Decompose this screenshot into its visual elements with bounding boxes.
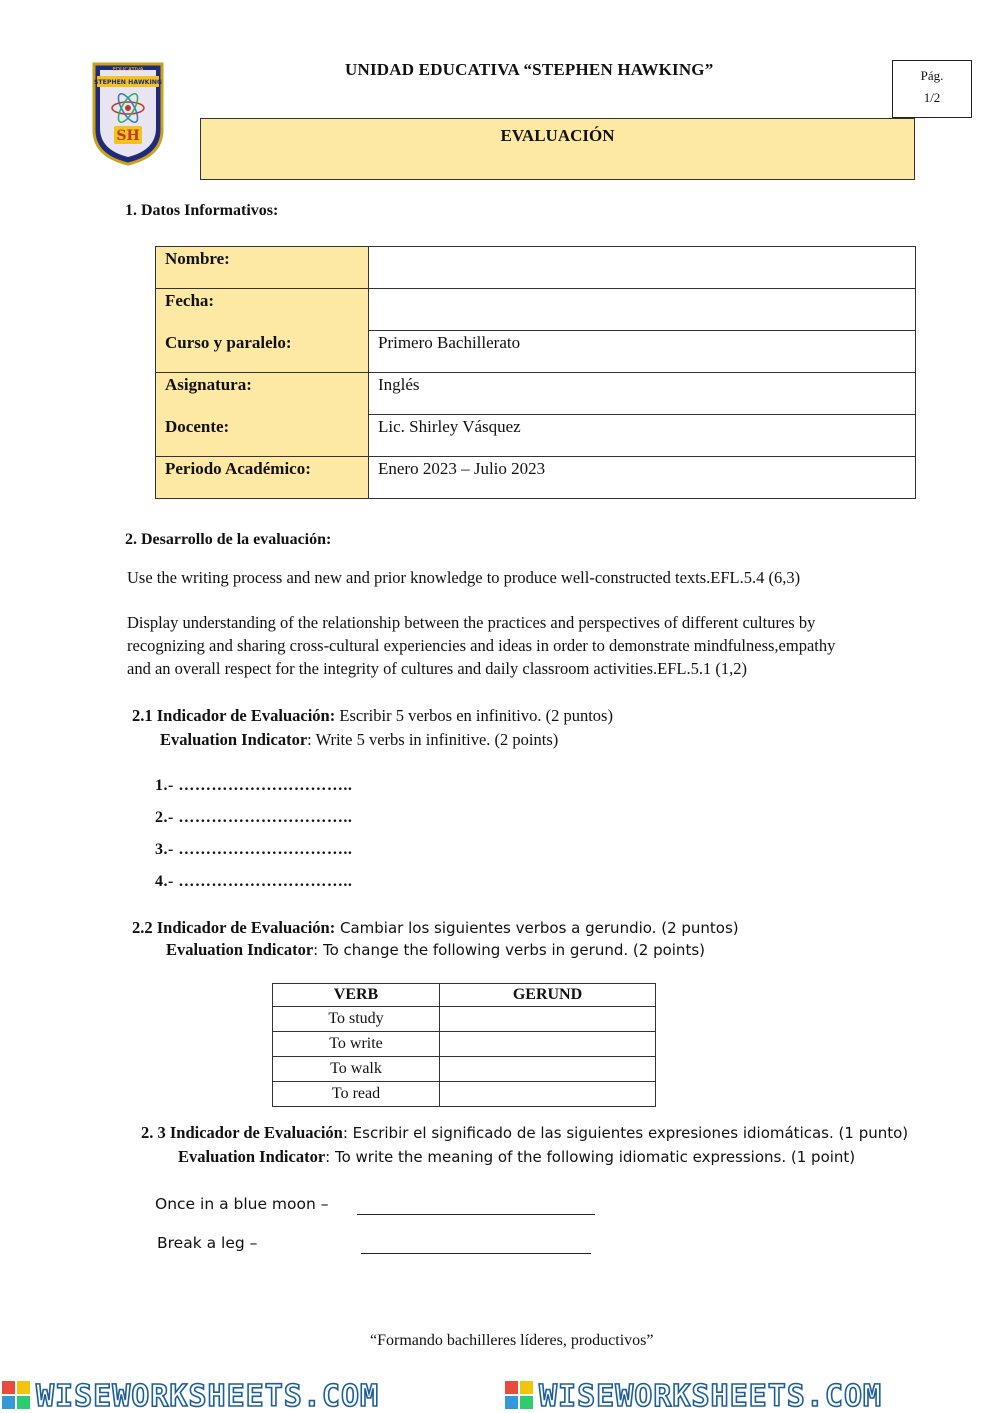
table-row bbox=[273, 1057, 656, 1082]
info-table bbox=[155, 246, 916, 499]
verb-cell: To write bbox=[273, 1032, 440, 1057]
verb-cell: To walk bbox=[273, 1057, 440, 1082]
idiom-2-answer-line[interactable] bbox=[361, 1253, 591, 1254]
indicator-2-2-en bbox=[166, 940, 705, 960]
indicator-label: Evaluation Indicator bbox=[166, 940, 314, 959]
evaluation-title: EVALUACIÓN bbox=[200, 118, 915, 180]
gerund-answer-cell[interactable] bbox=[440, 1007, 656, 1032]
indicator-text: : To write the meaning of the following idiomatic expressions. (1 point) bbox=[325, 1148, 856, 1166]
answer-line-2[interactable]: 2.- ………………………….. bbox=[155, 809, 353, 826]
info-value: Inglés bbox=[369, 373, 916, 415]
watermark-band bbox=[0, 1375, 1000, 1413]
info-value: Enero 2023 – Julio 2023 bbox=[369, 457, 916, 499]
table-row bbox=[273, 1007, 656, 1032]
info-label: Fecha: bbox=[156, 289, 369, 331]
info-value: Primero Bachillerato bbox=[369, 331, 916, 373]
answer-line-3[interactable]: 3.- ………………………….. bbox=[155, 841, 353, 858]
answer-line-4[interactable]: 4.- ………………………….. bbox=[155, 873, 353, 890]
gerund-answer-cell[interactable] bbox=[440, 1057, 656, 1082]
table-header-row bbox=[273, 984, 656, 1007]
indicator-2-3-en bbox=[178, 1147, 855, 1167]
watermark-logo-icon bbox=[505, 1381, 533, 1409]
verb-cell: To study bbox=[273, 1007, 440, 1032]
section1-title: 1. Datos Informativos: bbox=[125, 202, 279, 219]
indicator-label: 2.1 Indicador de Evaluación: bbox=[132, 706, 336, 725]
page-number: 1/2 bbox=[923, 90, 941, 105]
table-row bbox=[156, 247, 916, 289]
objective-2-line: Display understanding of the relationship between the practices and perspectives of different cultures by bbox=[127, 613, 816, 632]
date-field[interactable] bbox=[369, 289, 916, 331]
logo-monogram: SH bbox=[116, 128, 140, 144]
objective-2 bbox=[127, 611, 835, 680]
indicator-label: 2.2 Indicador de Evaluación: bbox=[132, 918, 336, 937]
page-indicator bbox=[892, 60, 972, 118]
answer-line-1[interactable]: 1.- ………………………….. bbox=[155, 777, 353, 794]
indicator-2-1-es bbox=[132, 704, 613, 727]
name-field[interactable] bbox=[369, 247, 916, 289]
column-header: GERUND bbox=[440, 984, 656, 1007]
idiom-2: Break a leg – bbox=[157, 1234, 258, 1252]
indicator-label: Evaluation Indicator bbox=[160, 730, 308, 749]
page-label: Pág. bbox=[920, 68, 944, 83]
school-name: UNIDAD EDUCATIVA “STEPHEN HAWKING” bbox=[345, 60, 714, 79]
watermark-text: WISEWORKSHEETS.COM bbox=[539, 1379, 883, 1413]
info-value: Lic. Shirley Vásquez bbox=[369, 415, 916, 457]
info-label: Nombre: bbox=[156, 247, 369, 289]
objective-1: Use the writing process and new and prior knowledge to produce well-constructed texts.EFL.5.4 (6,3) bbox=[127, 568, 801, 587]
logo-band-text: STEPHEN HAWKING bbox=[93, 79, 163, 86]
objective-2-line: recognizing and sharing cross-cultural experiencies and ideas in order to demonstrate mindfulness,empathy bbox=[127, 636, 836, 655]
indicator-label: Evaluation Indicator bbox=[178, 1147, 326, 1166]
info-label: Curso y paralelo: bbox=[156, 331, 369, 373]
gerund-answer-cell[interactable] bbox=[440, 1082, 656, 1107]
watermark-logo-icon bbox=[2, 1381, 30, 1409]
indicator-label: 2. 3 Indicador de Evaluación bbox=[141, 1123, 343, 1142]
idiom-1: Once in a blue moon – bbox=[155, 1195, 329, 1213]
idiom-1-answer-line[interactable] bbox=[357, 1214, 595, 1215]
indicator-text: Cambiar los siguientes verbos a gerundio. (2 puntos) bbox=[335, 919, 739, 937]
school-logo bbox=[88, 60, 168, 166]
indicator-text: : Write 5 verbs in infinitive. (2 points) bbox=[307, 730, 559, 749]
watermark-text: WISEWORKSHEETS.COM bbox=[36, 1379, 380, 1413]
table-row bbox=[273, 1082, 656, 1107]
indicator-2-3-es bbox=[141, 1123, 908, 1143]
indicator-2-1-en bbox=[160, 728, 558, 751]
table-row bbox=[156, 415, 916, 457]
gerund-answer-cell[interactable] bbox=[440, 1032, 656, 1057]
info-label: Asignatura: bbox=[156, 373, 369, 415]
info-label: Docente: bbox=[156, 415, 369, 457]
indicator-2-2-es bbox=[132, 918, 739, 938]
table-row bbox=[156, 373, 916, 415]
indicator-text: : To change the following verbs in gerund. (2 points) bbox=[313, 941, 705, 959]
table-row bbox=[273, 1032, 656, 1057]
info-label: Periodo Académico: bbox=[156, 457, 369, 499]
table-row bbox=[156, 289, 916, 331]
objective-2-line: and an overall respect for the integrity of cultures and daily classroom activities.EFL.5.1 (1,2) bbox=[127, 659, 747, 678]
gerund-table bbox=[272, 983, 656, 1107]
table-row bbox=[156, 457, 916, 499]
indicator-text: : Escribir el significado de las siguientes expresiones idiomáticas. (1 punto) bbox=[342, 1124, 909, 1142]
verb-cell: To read bbox=[273, 1082, 440, 1107]
section2-title: 2. Desarrollo de la evaluación: bbox=[125, 531, 332, 548]
indicator-text: Escribir 5 verbos en infinitivo. (2 puntos) bbox=[335, 706, 613, 725]
logo-top-text: EDUCATIVA bbox=[112, 67, 144, 73]
footer-motto: “Formando bachilleres líderes, productivos” bbox=[370, 1332, 654, 1349]
column-header: VERB bbox=[273, 984, 440, 1007]
table-row bbox=[156, 331, 916, 373]
